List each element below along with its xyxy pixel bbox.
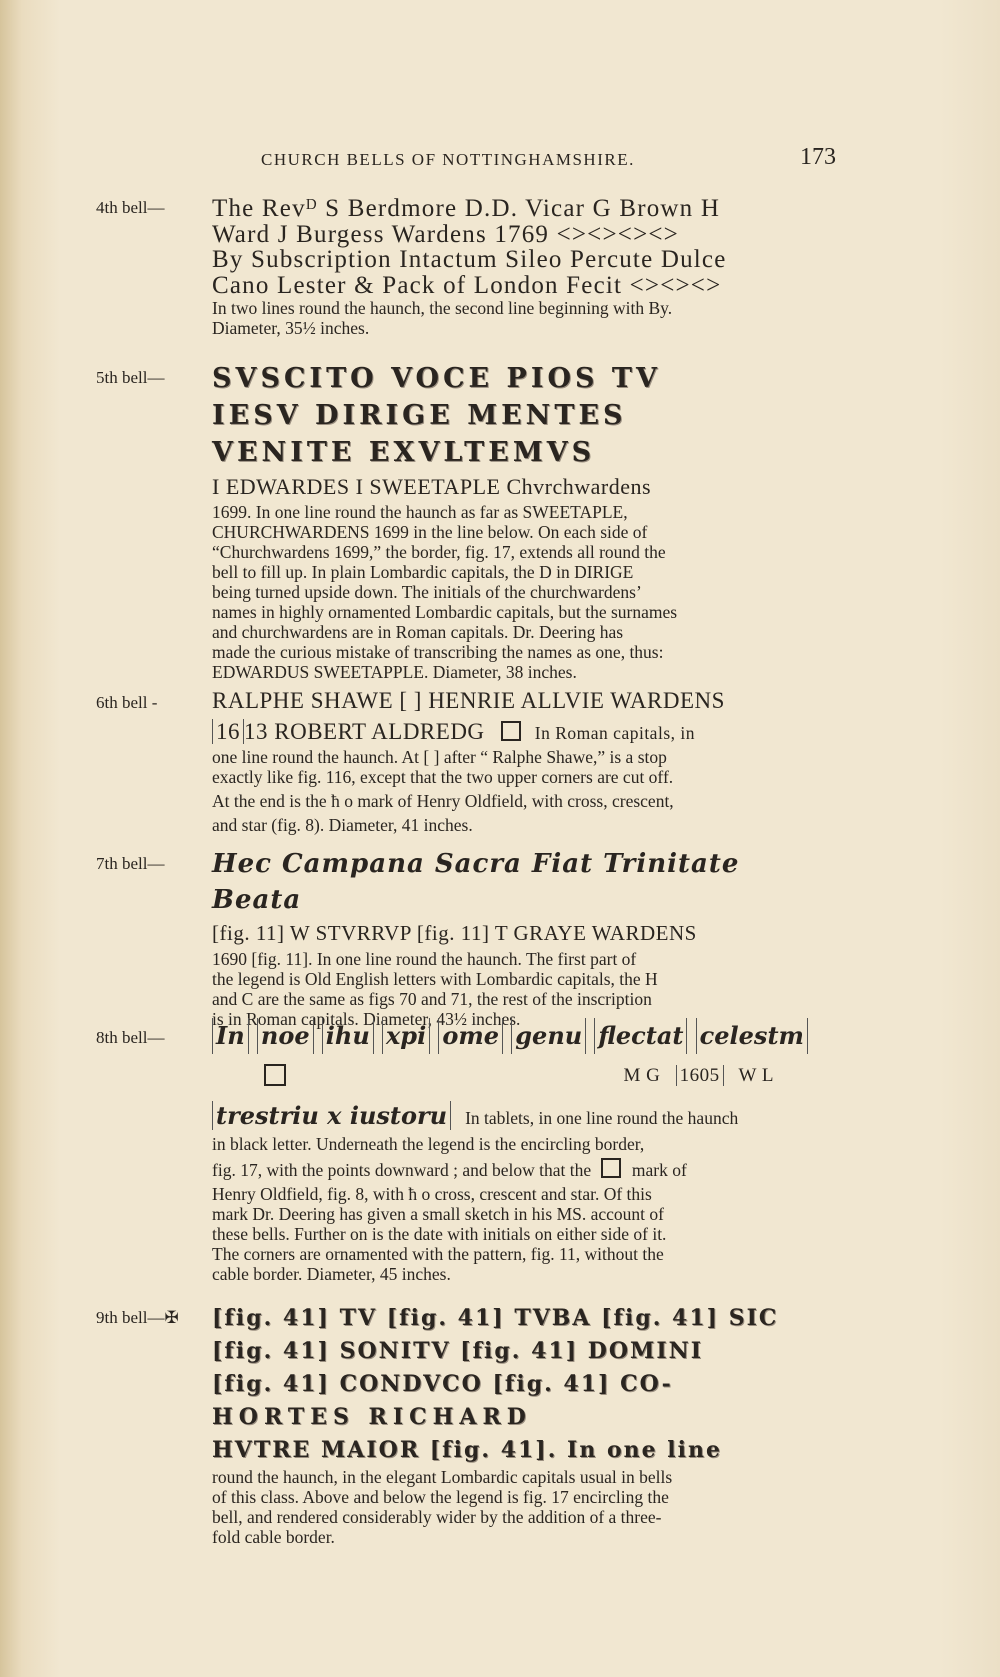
inscription-line-2	[212, 716, 808, 747]
word-tablet: ome	[438, 1018, 503, 1054]
note-line: being turned upside down. The initials of the churchwardens’	[212, 582, 642, 602]
ornamented-inscription-line: HORTES RICHARD	[212, 1404, 532, 1430]
note-line: in black letter. Underneath the legend is the encircling border,	[212, 1134, 645, 1154]
bell-label: 6th bell -	[96, 693, 158, 712]
word-tablet: celestm	[696, 1018, 808, 1054]
note-line: bell to fill up. In plain Lombardic capitals, the D in DIRIGE	[212, 562, 634, 582]
date-tablet: 16	[212, 719, 244, 744]
note-line: In two lines round the haunch, the second line beginning with By.	[212, 298, 673, 318]
inscription-line-3	[212, 1098, 808, 1134]
ornamented-inscription-line: [fig. 41] TV [fig. 41] TVBA [fig. 41] SIC	[212, 1305, 779, 1331]
bell-entry-8	[96, 1018, 808, 1284]
ornamented-inscription-line: SVSCITO VOCE PIOS TV	[212, 363, 661, 394]
word-tablet: genu	[511, 1018, 586, 1054]
oldfield-mark-icon	[601, 1158, 621, 1178]
bell-entry-7	[96, 846, 808, 1029]
note-line: round the haunch, in the elegant Lombardic capitals usual in bells	[212, 1467, 673, 1487]
note-line: “Churchwardens 1699,” the border, fig. 17, extends all round the	[212, 542, 666, 562]
inscription-line: RALPHE SHAWE [ ] HENRIE ALLVIE WARDENS	[212, 688, 725, 713]
bell-label-group	[96, 1308, 179, 1328]
word-tablet: xpi	[382, 1018, 430, 1054]
word-tablet: trestriu x iustoru	[212, 1101, 451, 1130]
date-tablet: 1605	[676, 1065, 724, 1086]
note-line: made the curious mistake of transcribing the names as one, thus:	[212, 642, 664, 662]
running-title: CHURCH BELLS OF NOTTINGHAMSHIRE.	[261, 150, 635, 169]
bell-entry-4	[96, 196, 808, 338]
note-text: mark of	[631, 1160, 687, 1180]
date-group	[624, 1060, 775, 1091]
note-line: fold cable border.	[212, 1527, 335, 1547]
bell-label: 8th bell—	[96, 1028, 165, 1047]
oldfield-mark-icon	[501, 721, 521, 741]
ornamented-inscription-line: VENITE EXVLTEMVS	[212, 437, 596, 468]
word-tablet: In	[212, 1018, 249, 1054]
bell-entry-9	[96, 1302, 808, 1547]
bell-entry-5	[96, 360, 808, 682]
note-line: and churchwardens are in Roman capitals. Dr. Deering has	[212, 622, 624, 642]
ornamented-inscription-line: [fig. 41] CONDVCO [fig. 41] CO-	[212, 1371, 673, 1397]
bell-label: 5th bell—	[96, 368, 165, 387]
note-line: At the end is the ħ o mark of Henry Oldfield, with cross, crescent,	[212, 791, 674, 811]
inscription-line: I EDWARDES I SWEETAPLE Chvrchwardens	[212, 474, 652, 499]
inscription-line: [fig. 11] W STVRRVP [fig. 11] T GRAYE WARDENS	[212, 921, 697, 945]
note-line: EDWARDUS SWEETAPPLE. Diameter, 38 inches.	[212, 662, 577, 682]
note-line: bell, and rendered considerably wider by the addition of a three-	[212, 1507, 662, 1527]
note-line: names in highly ornamented Lombardic capitals, but the surnames	[212, 602, 678, 622]
note-line: 1699. In one line round the haunch as far as SWEETAPLE,	[212, 502, 628, 522]
note-line: and star (fig. 8). Diameter, 41 inches.	[212, 815, 473, 835]
black-letter-inscription: Hec Campana Sacra Fiat Trinitate Beata	[212, 849, 740, 915]
word-tablet: flectat	[594, 1018, 687, 1054]
initials-right: W L	[738, 1064, 774, 1086]
note-line: Henry Oldfield, fig. 8, with ħ o cross, crescent and star. Of this	[212, 1184, 652, 1204]
bell-label: 7th bell—	[96, 854, 165, 873]
note-line: Diameter, 35½ inches.	[212, 318, 370, 338]
inscription-line: Cano Lester & Pack of London Fecit <><><>	[212, 271, 722, 299]
oldfield-mark-icon	[264, 1064, 286, 1086]
note-line: The corners are ornamented with the pattern, fig. 11, without the	[212, 1244, 664, 1264]
word-tablet: ihu	[322, 1018, 374, 1054]
note-line: is in Roman capitals. Diameter, 43½ inches.	[212, 1009, 521, 1029]
page-number: 173	[800, 144, 836, 170]
mark-and-date-row	[212, 1058, 808, 1092]
note-line: cable border. Diameter, 45 inches.	[212, 1264, 451, 1284]
inscription-line: The Revᴰ S Berdmore D.D. Vicar G Brown H	[212, 195, 721, 222]
note-line: the legend is Old English letters with Lombardic capitals, the H	[212, 969, 658, 989]
bell-label: 4th bell—	[96, 198, 165, 217]
note-line: of this class. Above and below the legend is fig. 17 encircling the	[212, 1487, 669, 1507]
initials-left: M G	[623, 1064, 661, 1086]
note-line: 1690 [fig. 11]. In one line round the haunch. The first part of	[212, 949, 637, 969]
note-line: mark Dr. Deering has given a small sketch in his MS. account of	[212, 1204, 664, 1224]
ornamented-inscription-line: HVTRE MAIOR [fig. 41]. In one line	[212, 1437, 723, 1463]
note-line: these bells. Further on is the date with initials on either side of it.	[212, 1224, 667, 1244]
note-line: and C are the same as figs 70 and 71, the rest of the inscription	[212, 989, 652, 1009]
tablet-row	[212, 1018, 808, 1054]
note-text: fig. 17, with the points downward ; and below that the	[212, 1160, 592, 1180]
note-inline: In Roman capitals, in	[534, 723, 695, 743]
ornamented-inscription-line: [fig. 41] SONITV [fig. 41] DOMINI	[212, 1338, 704, 1364]
note-line: one line round the haunch. At [ ] after “ Ralphe Shawe,” is a stop	[212, 747, 667, 767]
cross-icon: ✠	[164, 1308, 179, 1327]
inscription-text: 13 ROBERT ALDREDG	[244, 719, 485, 744]
note-line	[212, 1158, 808, 1180]
inscription-line: Ward J Burgess Wardens 1769 <><><><>	[212, 220, 679, 248]
note-inline: In tablets, in one line round the haunch	[465, 1108, 739, 1128]
word-tablet: noe	[257, 1018, 314, 1054]
inscription-line: By Subscription Intactum Sileo Percute Dulce	[212, 246, 727, 273]
ornamented-inscription-line: IESV DIRIGE MENTES	[212, 400, 627, 431]
note-line: exactly like fig. 116, except that the two upper corners are cut off.	[212, 767, 674, 787]
bell-label: 9th bell—	[96, 1308, 165, 1327]
note-line: CHURCHWARDENS 1699 in the line below. On each side of	[212, 522, 648, 542]
bell-entry-6	[96, 685, 808, 835]
